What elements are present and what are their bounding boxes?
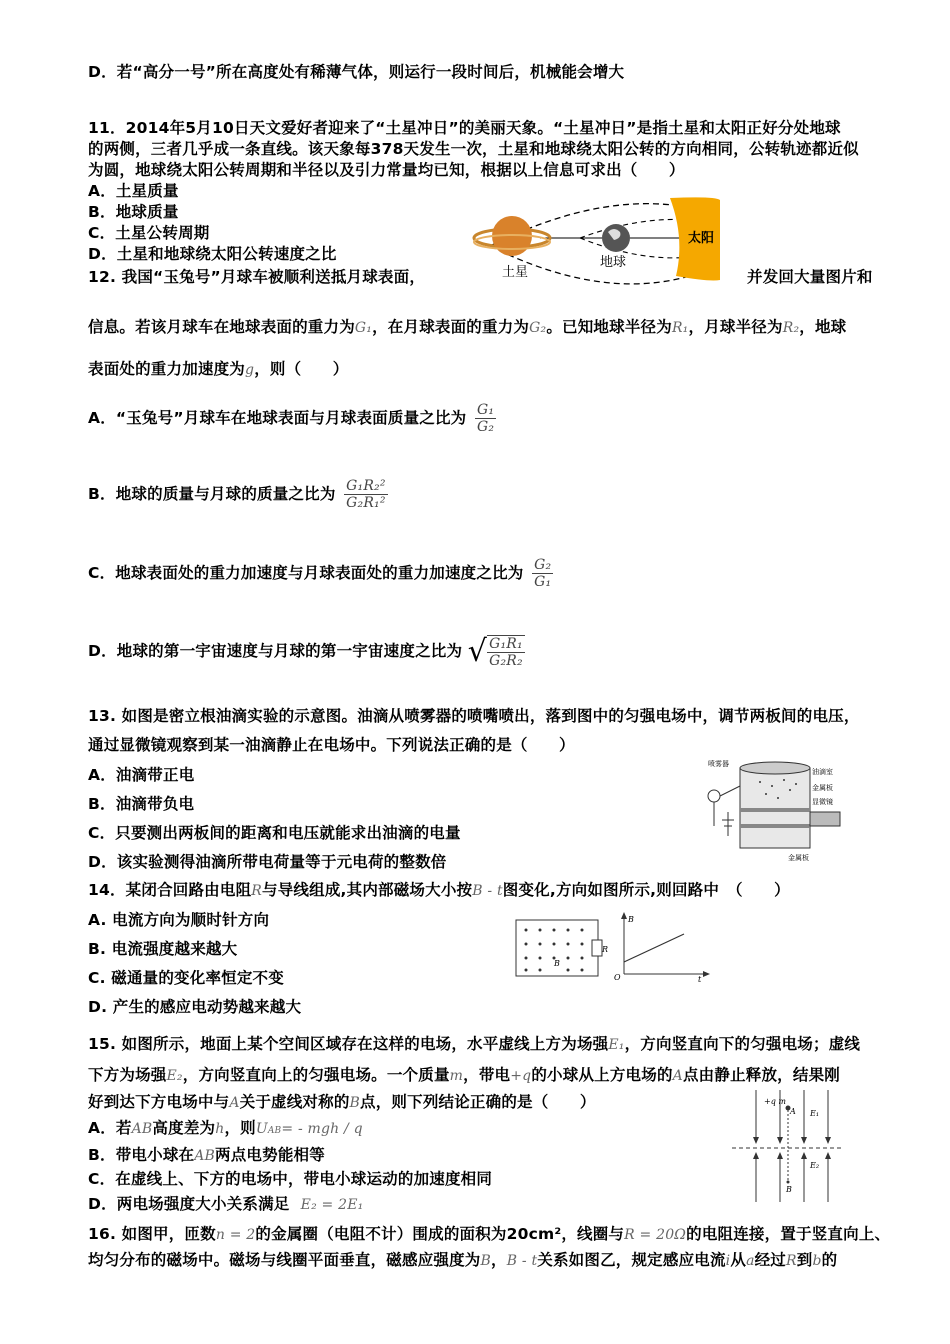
q13-option-b: B．油滴带负电 [88,795,195,813]
q13-stem-1: 13. 如图是密立根油滴实验的示意图。油滴从喷雾器的喷嘴喷出，落到图中的匀强电场中，调节两板间的电压， [88,707,860,725]
q12-option-d: D．地球的第一宇宙速度与月球的第一宇宙速度之比为 √ $\frac{\text{G₁R₁}}{\text{G₂R₂}}$ [88,634,523,669]
plate2-label: 金属板 [788,854,809,862]
q14-option-a: A. 电流方向为顺时针方向 [88,911,270,929]
q14-option-c: C. 磁通量的变化率恒定不变 [88,969,284,987]
chamber-label: 油滴室 [812,768,833,776]
q11-stem-1: 11．2014年5月10日天文爱好者迎来了“土星冲日”的美丽天象。“土星冲日”是指土星和太阳正好分处地球 [88,119,841,137]
q14-stem: 14．某闭合回路由电阻R与导线组成,其内部磁场大小按B - t图变化,方向如图所示,则回路中 （ ） [88,881,790,899]
microscope-label: 显微镜 [812,798,833,806]
q14-option-b: B. 电流强度越来越大 [88,940,238,958]
q14-option-d: D. 产生的感应电动势越来越大 [88,998,302,1016]
sprayer-label: 喷雾器 [708,760,729,768]
q15-stem-3: 好到达下方电场中与A关于虚线对称的B点，则下列结论正确的是（ ） [88,1093,596,1111]
q15-option-b: B．带电小球在AB两点电势能相等 [88,1146,325,1164]
q12-stem-1b: 并发回大量图片和 [747,268,873,286]
sun-label: 太阳 [688,231,715,246]
fraction-b: $\frac{\text{G₁R₂²}}{\text{G₂R₁²}}$ [346,478,386,511]
millikan-apparatus-figure [700,756,860,864]
q11-stem-3: 为圆，地球绕太阳公转周期和半径以及引力常量均已知，根据以上信息可求出（ ） [88,161,685,179]
origin-label: O [614,973,621,982]
q12-stem-3: 表面处的重力加速度为g，则（ ） [88,360,349,378]
q11-option-c: C．土星公转周期 [88,224,210,242]
charge-mass-label: +q m [764,1097,786,1106]
q11-option-d: D．土星和地球绕太阳公转速度之比 [88,245,337,263]
q11-stem-2: 的两侧，三者几乎成一条直线。该天象每378天发生一次，土星和地球绕太阳公转的方向相同，公转轨迹都近似 [88,140,859,158]
q13-option-d: D．该实验测得油滴所带电荷量等于元电荷的整数倍 [88,853,447,871]
resistor-icon [592,940,602,956]
q15-option-d: D．两电场强度大小关系满足 E₂ = 2E₁ [88,1195,364,1213]
point-a-label: A [790,1107,796,1116]
plate-label: 金属板 [812,784,833,792]
q12-stem-2: 信息。若该月球车在地球表面的重力为G₁，在月球表面的重力为G₂。已知地球半径为R₁，月球半径为R₂，地球 [88,318,847,336]
resistor-label: R [602,945,609,954]
q12-option-b: B．地球的质量与月球的质量之比为 $\frac{\text{G₁R₂²}}{\text{G₂R₁²}}$ [88,478,386,511]
q16-stem-2: 均匀分布的磁场中。磁场与线圈平面垂直，磁感应强度为B，B - t关系如图乙，规定感应电流i从a经过R到b的 [88,1251,838,1269]
q12-option-c: C．地球表面处的重力加速度与月球表面处的重力加速度之比为 $\frac{\text{G₂}}{\text{G₁}}$ [88,557,552,590]
q11-option-a: A．土星质量 [88,182,179,200]
sqrt-symbol: √ $\frac{\text{G₁R₁}}{\text{G₂R₂}}$ [467,634,523,669]
circuit-field-figure [514,916,609,978]
q13-stem-2: 通过显微镜观察到某一油滴静止在电场中。下列说法正确的是（ ） [88,736,575,754]
fraction-d: $\frac{\text{G₁R₁}}{\text{G₂R₂}}$ [489,635,523,669]
q15-stem-1: 15. 如图所示，地面上某个空间区域存在这样的电场，水平虚线上方为场强E₁，方向竖直向下的匀强电场；虚线 [88,1035,861,1053]
point-b-label: B [786,1185,792,1194]
q15-stem-2: 下方为场强E₂，方向竖直向上的匀强电场。一个质量m，带电+q的小球从上方电场的A点由静止释放，结果刚 [88,1066,840,1084]
e1-label: E₁ [810,1109,820,1118]
sprayer-icon [708,790,720,802]
q11-option-b: B．地球质量 [88,203,179,221]
q15-option-c: C．在虚线上、下方的电场中，带电小球运动的加速度相同 [88,1170,493,1188]
electric-field-figure [728,1086,848,1206]
saturn-label: 土星 [502,265,529,280]
q10-option-d: D．若“高分一号”所在高度处有稀薄气体，则运行一段时间后，机械能会增大 [88,63,625,81]
q15-option-a: A．若AB高度差为h，则UAB= - mgh / q [88,1119,363,1137]
q13-option-a: A．油滴带正电 [88,766,195,784]
axis-b-label: B [628,915,634,924]
fraction-c: $\frac{\text{G₂}}{\text{G₁}}$ [534,557,552,590]
earth-label: 地球 [600,255,627,270]
q12-option-a: A．“玉兔号”月球车在地球表面与月球表面质量之比为 $\frac{\text{G₁}}{\text{G₂}}$ [88,402,495,435]
saturn-earth-sun-figure [470,196,725,286]
field-label: B [554,959,560,968]
q12-stem-1a: 12. 我国“玉兔号”月球车被顺利送抵月球表面， [88,268,426,286]
e2-label: E₂ [810,1161,820,1170]
q16-stem-1: 16. 如图甲，匝数n = 2的金属圈（电阻不计）围成的面积为20cm²，线圈与R = 20Ω的电阻连接，置于竖直向上、 [88,1225,891,1243]
fraction-a: $\frac{\text{G₁}}{\text{G₂}}$ [476,402,495,435]
axis-t-label: t [698,975,702,984]
b-t-graph [612,910,712,982]
q13-option-c: C．只要测出两板间的距离和电压就能求出油滴的电量 [88,824,461,842]
